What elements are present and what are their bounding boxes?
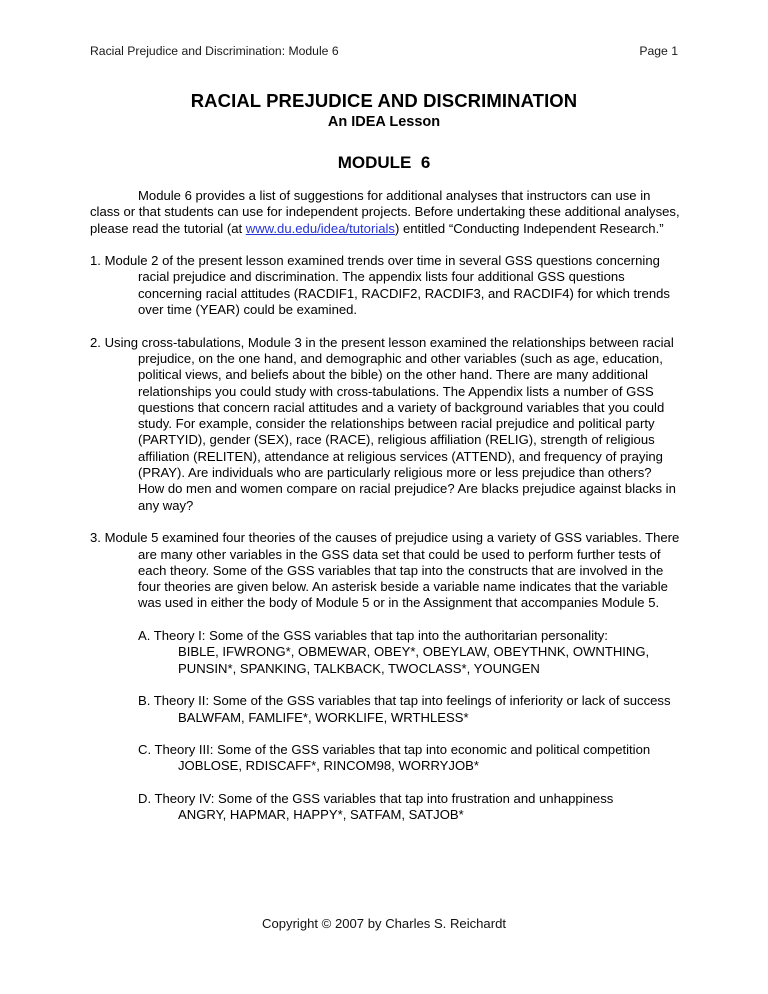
- theory-item-d-heading: Theory IV: Some of the GSS variables that tap into frustration and unhappiness: [154, 790, 614, 806]
- document-title: RACIAL PREJUDICE AND DISCRIMINATION: [190, 90, 578, 111]
- numbered-item-1-text: Module 2 of the present lesson examined trends over time in several GSS questions concerning racial prejudice and discrimination. The appendix lists four additional GSS questions concerning racial attitudes (RACDIF1, RACDIF2, RACDIF3, and RACDIF4) for which trends over time (YEAR) could be examined.: [104, 253, 670, 318]
- document-subtitle: An IDEA Lesson: [327, 114, 441, 130]
- theory-item-d: [138, 791, 680, 807]
- intro-paragraph: [90, 188, 680, 237]
- copyright-footer: Copyright © 2007 by Charles S. Reichardt: [262, 916, 506, 931]
- spacer: [90, 726, 680, 742]
- theory-item-a: [138, 628, 680, 644]
- theory-item-a-marker: A.: [138, 628, 151, 644]
- theory-item-b: [138, 693, 680, 709]
- numbered-item-2: [90, 335, 680, 514]
- numbered-item-2-marker: 2.: [90, 334, 101, 350]
- running-header-left: Racial Prejudice and Discrimination: Module 6: [90, 44, 339, 58]
- numbered-item-2-text: Using cross-tabulations, Module 3 in the present lesson examined the relationships between racial prejudice, on the one hand, and demographic and other variables (such as age, education, political views, and beliefs about the bible) on the other hand. There are many additional relationships you could study with cross-tabulations. The Appendix lists a number of GSS questions that concern racial attitudes and a variety of background variables that you could study. For example, consider the relationships between racial prejudice and political party (PARTYID), gender (SEX), race (RACE), religious affiliation (RELIG), strength of religious affiliation (RELITEN), attendance at religious services (ATTEND), and frequency of praying (PRAY). Are individuals who are particularly religious more or less prejudice than others? How do men and women compare on racial prejudice? Are blacks prejudice against blacks in any way?: [104, 334, 676, 513]
- theory-item-a-variables: BIBLE, IFWRONG*, OBMEWAR, OBEY*, OBEYLAW, OBEYTHNK, OWNTHING, PUNSIN*, SPANKING, TALKBACK, TWOCLASS*, YOUNGEN: [178, 644, 650, 676]
- numbered-item-3: [90, 530, 680, 611]
- intro-text-after-link: ) entitled “Conducting Independent Research.”: [394, 220, 664, 236]
- theory-item-b-variables: BALWFAM, FAMLIFE*, WORKLIFE, WRTHLESS*: [178, 709, 469, 725]
- running-header: [90, 44, 678, 59]
- theory-item-d-marker: D.: [138, 790, 152, 806]
- module-heading: MODULE 6: [337, 153, 431, 172]
- intro-text-before-link: Module 6 provides a list of suggestions for additional analyses that instructors can use in class or that students can use for independent projects. Before undertaking these additional analyses, please read the tutorial (at: [90, 188, 680, 236]
- theory-item-a-heading: Theory I: Some of the GSS variables that tap into the authoritarian personality:: [153, 628, 608, 644]
- theory-item-d-variables: ANGRY, HAPMAR, HAPPY*, SATFAM, SATJOB*: [178, 807, 464, 823]
- spacer: [90, 775, 680, 791]
- theory-item-c: [138, 742, 680, 758]
- theory-item-c-marker: C.: [138, 742, 152, 758]
- numbered-item-1-marker: 1.: [90, 253, 101, 269]
- theory-item-c-variables: JOBLOSE, RDISCAFF*, RINCOM98, WORRYJOB*: [178, 758, 479, 774]
- spacer: [90, 318, 680, 334]
- theory-item-b-heading: Theory II: Some of the GSS variables that tap into feelings of inferiority or lack of success: [153, 693, 671, 709]
- numbered-item-3-text: Module 5 examined four theories of the causes of prejudice using a variety of GSS variables. There are many other variables in the GSS data set that could be used to perform further tests of each theory. Some of the GSS variables that tap into the constructs that are involved in the four theories are given below. An asterisk beside a variable name indicates that the variable was used in either the body of Module 5 or in the Assignment that accompanies Module 5.: [104, 530, 680, 611]
- tutorials-link[interactable]: www.du.edu/idea/tutorials: [245, 220, 395, 236]
- spacer: [90, 237, 680, 253]
- theory-item-c-heading: Theory III: Some of the GSS variables that tap into economic and political competition: [154, 742, 651, 758]
- running-header-page-number: Page 1: [639, 44, 678, 58]
- numbered-item-3-marker: 3.: [90, 530, 101, 546]
- spacer: [90, 677, 680, 693]
- spacer: [90, 612, 680, 628]
- document-body: [90, 188, 680, 824]
- theory-item-b-marker: B.: [138, 693, 151, 709]
- spacer: [90, 514, 680, 530]
- numbered-item-1: [90, 253, 680, 318]
